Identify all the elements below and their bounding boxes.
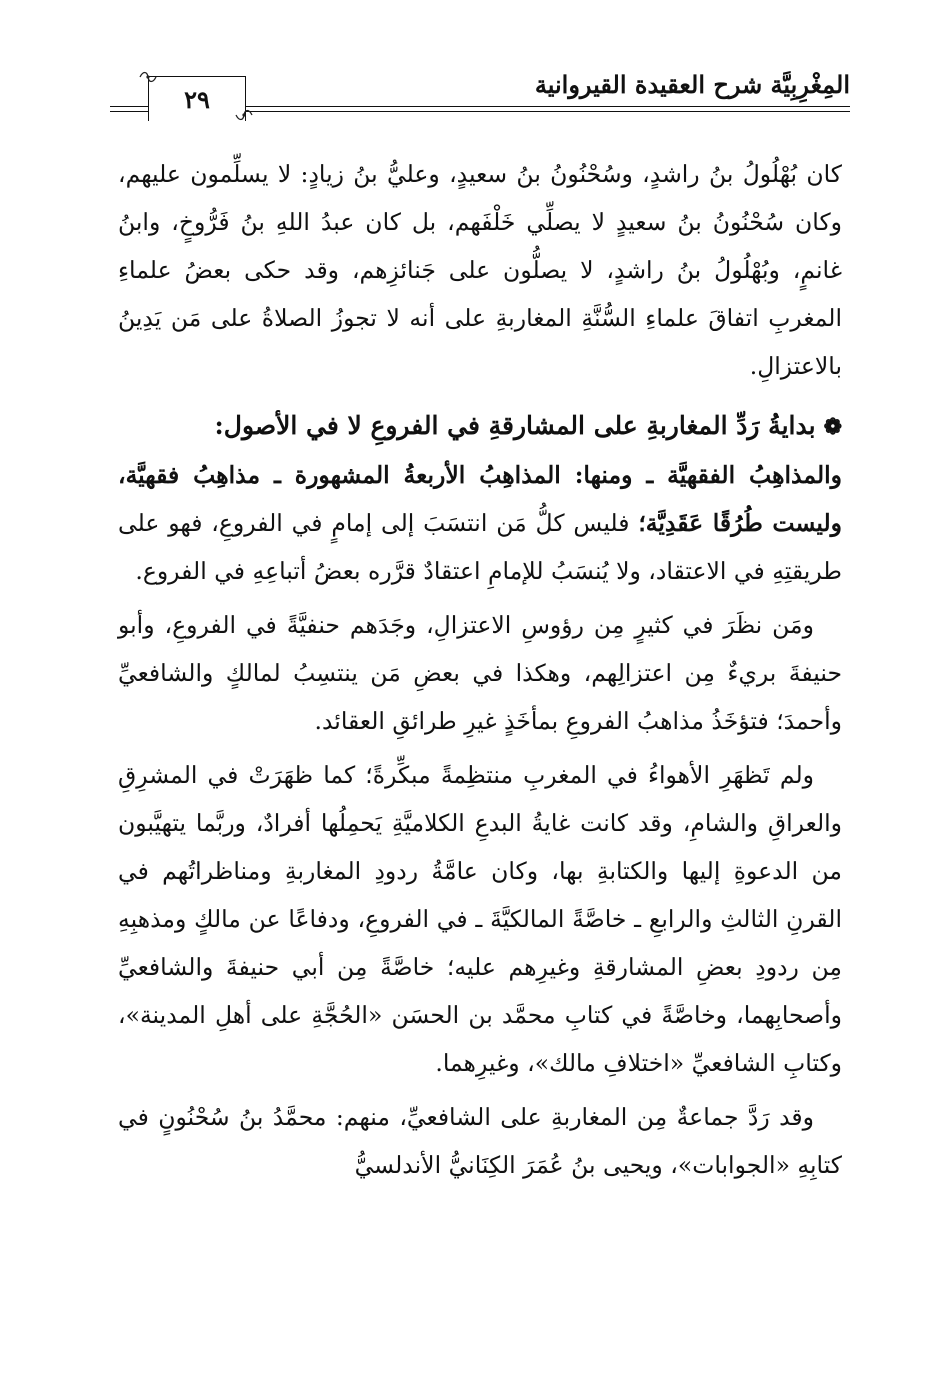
floral-ornament-icon [234,108,254,122]
paragraph: ولم تَظهَرِ الأهواءُ في المغربِ منتظِمةً مبكِّرةً؛ كما ظهَرَتْ في المشرِقِ والعراقِ والشامِ، وقد كانت غايةُ البدعِ الكلاميَّةِ يَحمِلُها أفرادٌ، وربَّما يتهيَّبون من الدعوةِ إليها والكتابةِ بها، وكان عامَّةُ ردودِ المغاربةِ ومناظراتُهم في القرنِ الثالثِ والرابعِ ـ خاصَّةً المالكيَّةَ ـ في الفروعِ، ودفاعًا عن مالكٍ ومذهبِهِ مِن ردودِ بعضِ المشارقةِ وغيرِهم عليه؛ خاصَّةً مِن أبي حنيفةَ والشافعيِّ وأصحابِهما، وخاصَّةً في كتابِ محمَّد بن الحسَن «الحُجَّةِ على أهلِ المدينة»، وكتابِ الشافعيِّ «اختلافِ مالك»، وغيرِهما. [118,761,842,1077]
paragraph [118,451,842,595]
page-body [118,150,842,1189]
section-heading [118,402,842,451]
paragraph: وقد رَدَّ جماعةٌ مِن المغاربةِ على الشافعيِّ، منهم: محمَّدُ بنُ سُحْنُونٍ في كتابِهِ «الجوابات»، ويحيى بنُ عُمَرَ الكِنَانيُّ الأندلسيُّ [118,1103,842,1179]
section-heading-text: بدايةُ رَدِّ المغاربةِ على المشارقةِ في الفروعِ لا في الأصول: [214,411,816,440]
page-header [110,68,850,128]
running-title: المِغْرِبِيَّة شرح العقيدة القيروانية [527,70,850,99]
page-number: ٢٩ [148,76,246,121]
floral-ornament-icon [138,70,158,84]
paragraph: كان بُهْلُولُ بنُ راشدٍ، وسُحْنُونُ بنُ سعيدٍ، وعليُّ بنُ زيادٍ: لا يسلِّمون عليهم، وكان سُحْنُونُ بنُ سعيدٍ لا يصلِّي خَلْفَهم، بل كان عبدُ اللهِ بنُ فَرُّوخٍ، وابنُ غانمٍ، وبُهْلُولُ بنُ راشدٍ، لا يصلُّون على جَنائزِهم، وقد حكى بعضُ علماءِ المغربِ اتفاقَ علماءِ السُّنَّةِ المغاربةِ على أنه لا تجوزُ الصلاةُ على مَن يَدِينُ بالاعتزالِ. [118,160,842,380]
bold-phrase: والمذاهِبُ الفقهيَّة ـ ومنها: المذاهِبُ الأربعةُ المشهورة ـ مذاهِبُ فقهيَّة، وليست طُرُقًا عَقَدِيَّة؛ [118,461,843,537]
flower-bullet-icon: ❁ [823,414,842,440]
paragraph-text: فليس كلُّ مَن انتسَبَ إلى إمامٍ في الفروعِ، فهو على طريقتِهِ في الاعتقاد، ولا يُنسَبُ للإمامِ اعتقادٌ قرَّره بعضُ أتباعِهِ في الفروع. [118,509,842,585]
paragraph: ومَن نظَرَ في كثيرٍ مِن رؤوسِ الاعتزالِ، وجَدَهم حنفيَّةً في الفروعِ، وأبو حنيفةَ بريءٌ مِن اعتزالِهم، وهكذا في بعضِ مَن ينتسِبُ لمالكٍ والشافعيِّ وأحمدَ؛ فتؤخَذُ مذاهبُ الفروعِ بمأخَذٍ غيرِ طرائقِ العقائد. [118,611,842,735]
